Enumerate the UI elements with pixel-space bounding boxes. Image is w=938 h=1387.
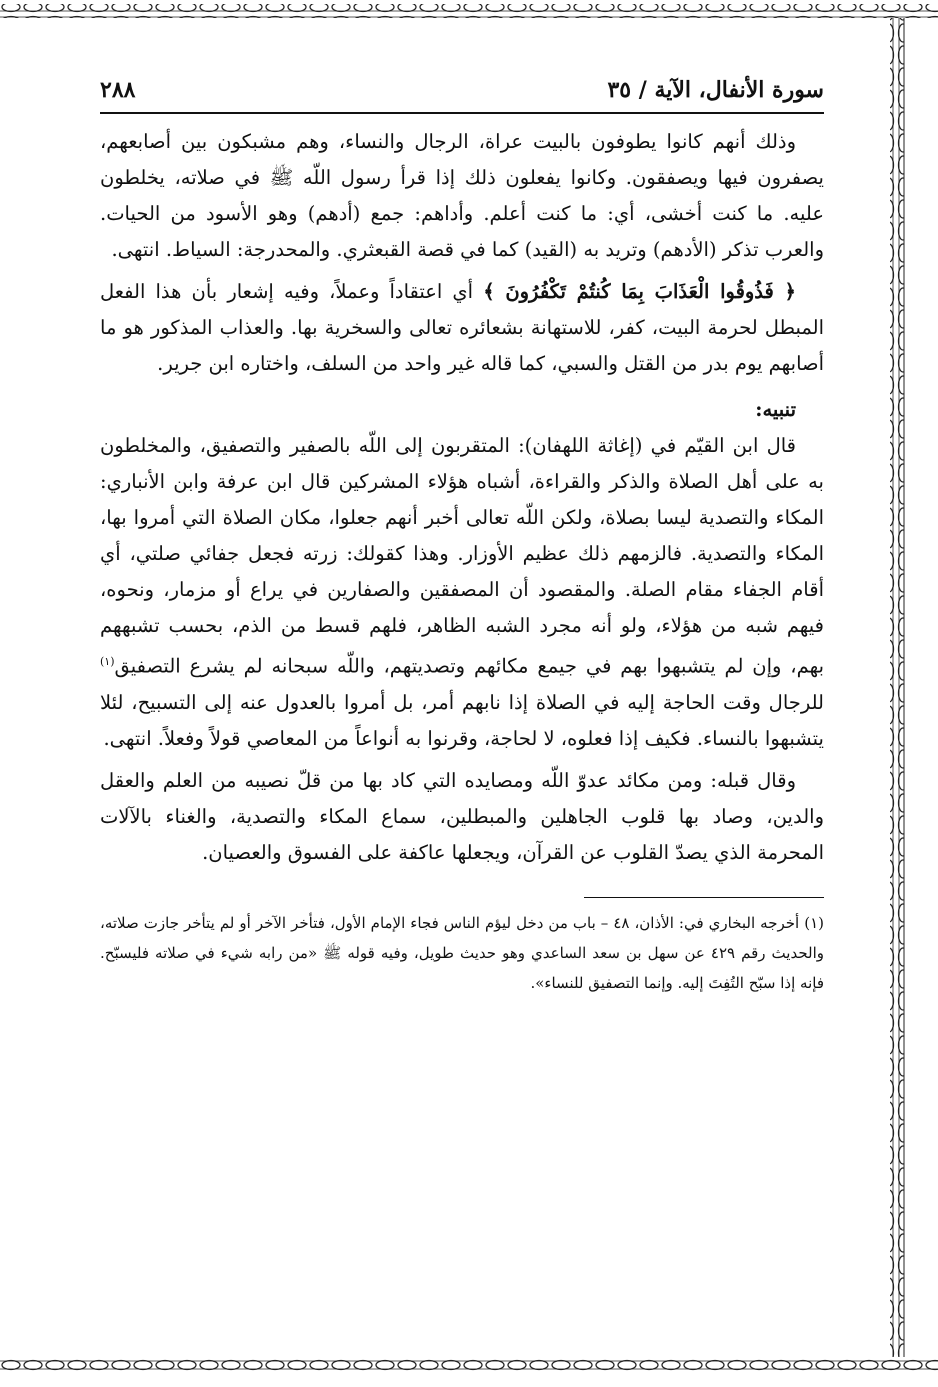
footnote-divider bbox=[584, 897, 824, 898]
section-heading: تنبيه: bbox=[755, 398, 796, 421]
paragraph-3-text-a: قال ابن القيّم في (إغاثة اللهفان): المتقربون إلى اللّه بالصفير والتصفيق، والمخلطون به على أهل الصلاة والذكر والقراءة، أشباه هؤلاء المشركين قال ابن عرفة وابن الأنباري: المكاء والتصدية ليسا بصلاة، ولكن اللّه تعالى أخبر أنهم جعلوا، مكان الصلاة التي أمروا بها، المكاء والتصدية. فالزمهم ذلك عظيم الأوزار. وهذا كقولك: زرته فجعل جفائي صلتي، أي أقام الجفاء مقام الصلة. والمقصود أن المصفقين والصفارين في يراع أو مزمار، ونحوه، فيهم شبه من هؤلاء، ولو أنه مجرد الشبه الظاهر، فلهم قسط من الذم، بحسب تشبههم بهم، وإن لم يتشبهوا بهم في جيمع مكائهم وتصديتهم، واللّه سبحانه لم يشرع التصفيق bbox=[100, 434, 824, 678]
main-text bbox=[100, 124, 824, 871]
page-content bbox=[100, 70, 824, 998]
surah-title: سورة الأنفال، الآية / ٣٥ bbox=[607, 77, 824, 103]
quran-verse: ﴿ فَذُوقُوا الْعَذَابَ بِمَا كُنتُمْ تَكْفُرُونَ ﴾ bbox=[483, 280, 796, 303]
footnote bbox=[100, 908, 824, 998]
page-number: ٢٨٨ bbox=[100, 77, 136, 103]
footnote-text: (١) أخرجه البخاري في: الأذان، ٤٨ – باب من دخل ليؤم الناس فجاء الإمام الأول، فتأخر الآخر أو لم يتأخر جازت صلاته، والحديث رقم ٤٢٩ عن سهل بن سعد الساعدي وهو حديث طويل، وفيه قوله ﷺ «من رابه شيء في صلاته فليسبّح. فإنه إذا سبّح التُفِتَ إليه. وإنما التصفيق للنساء». bbox=[100, 913, 824, 992]
paragraph-3-text-b: للرجال وقت الحاجة إليه في الصلاة إذا نابهم أمر، بل أمروا بالعدول عنه إلى التسبيح، لئلا يتشبهوا بالنساء. فكيف إذا فعلوه، لا لحاجة، وقرنوا به أنواعاً من المعاصي قولاً وفعلاً. انتهى. bbox=[100, 690, 824, 750]
paragraph-1: وذلك أنهم كانوا يطوفون بالبيت عراة، الرجال والنساء، وهم مشبكون بين أصابعهم، يصفرون فيها ويصفقون. وكانوا يفعلون ذلك إذا قرأ رسول اللّه ﷺ في صلاته، يخلطون عليه. ما كنت أخشى، أي: ما كنت أعلم. وأداهم: جمع (أدهم) وهو الأسود من الحيات. والعرب تذكر (الأدهم) وتريد به (القيد) كما في قصة القبعثري. والمحدرجة: السياط. انتهى. bbox=[100, 130, 824, 261]
paragraph-2-text: أي اعتقاداً وعملاً، وفيه إشعار بأن هذا الفعل المبطل لحرمة البيت، كفر، للاستهانة بشعائره تعالى والسخرية بها. والعذاب المذكور هو ما أصابهم يوم بدر من القتل والسبي، كما قاله غير واحد من السلف، واختاره ابن جرير. bbox=[100, 280, 824, 375]
header-divider bbox=[100, 112, 824, 114]
paragraph-3 bbox=[100, 428, 824, 757]
paragraph-4: وقال قبله: ومن مكائد عدوّ اللّه ومصايده التي كاد بها من قلّ نصيبه من العلم والعقل والدين، وصاد بها قلوب الجاهلين والمبطلين، سماع المكاء والتصدية، والغناء بالآلات المحرمة الذي يصدّ القلوب عن القرآن، ويجعلها عاكفة على الفسوق والعصيان. bbox=[100, 768, 824, 864]
paragraph-2 bbox=[100, 274, 824, 382]
page-header bbox=[100, 70, 824, 110]
footnote-marker[interactable]: (١) bbox=[100, 655, 115, 668]
